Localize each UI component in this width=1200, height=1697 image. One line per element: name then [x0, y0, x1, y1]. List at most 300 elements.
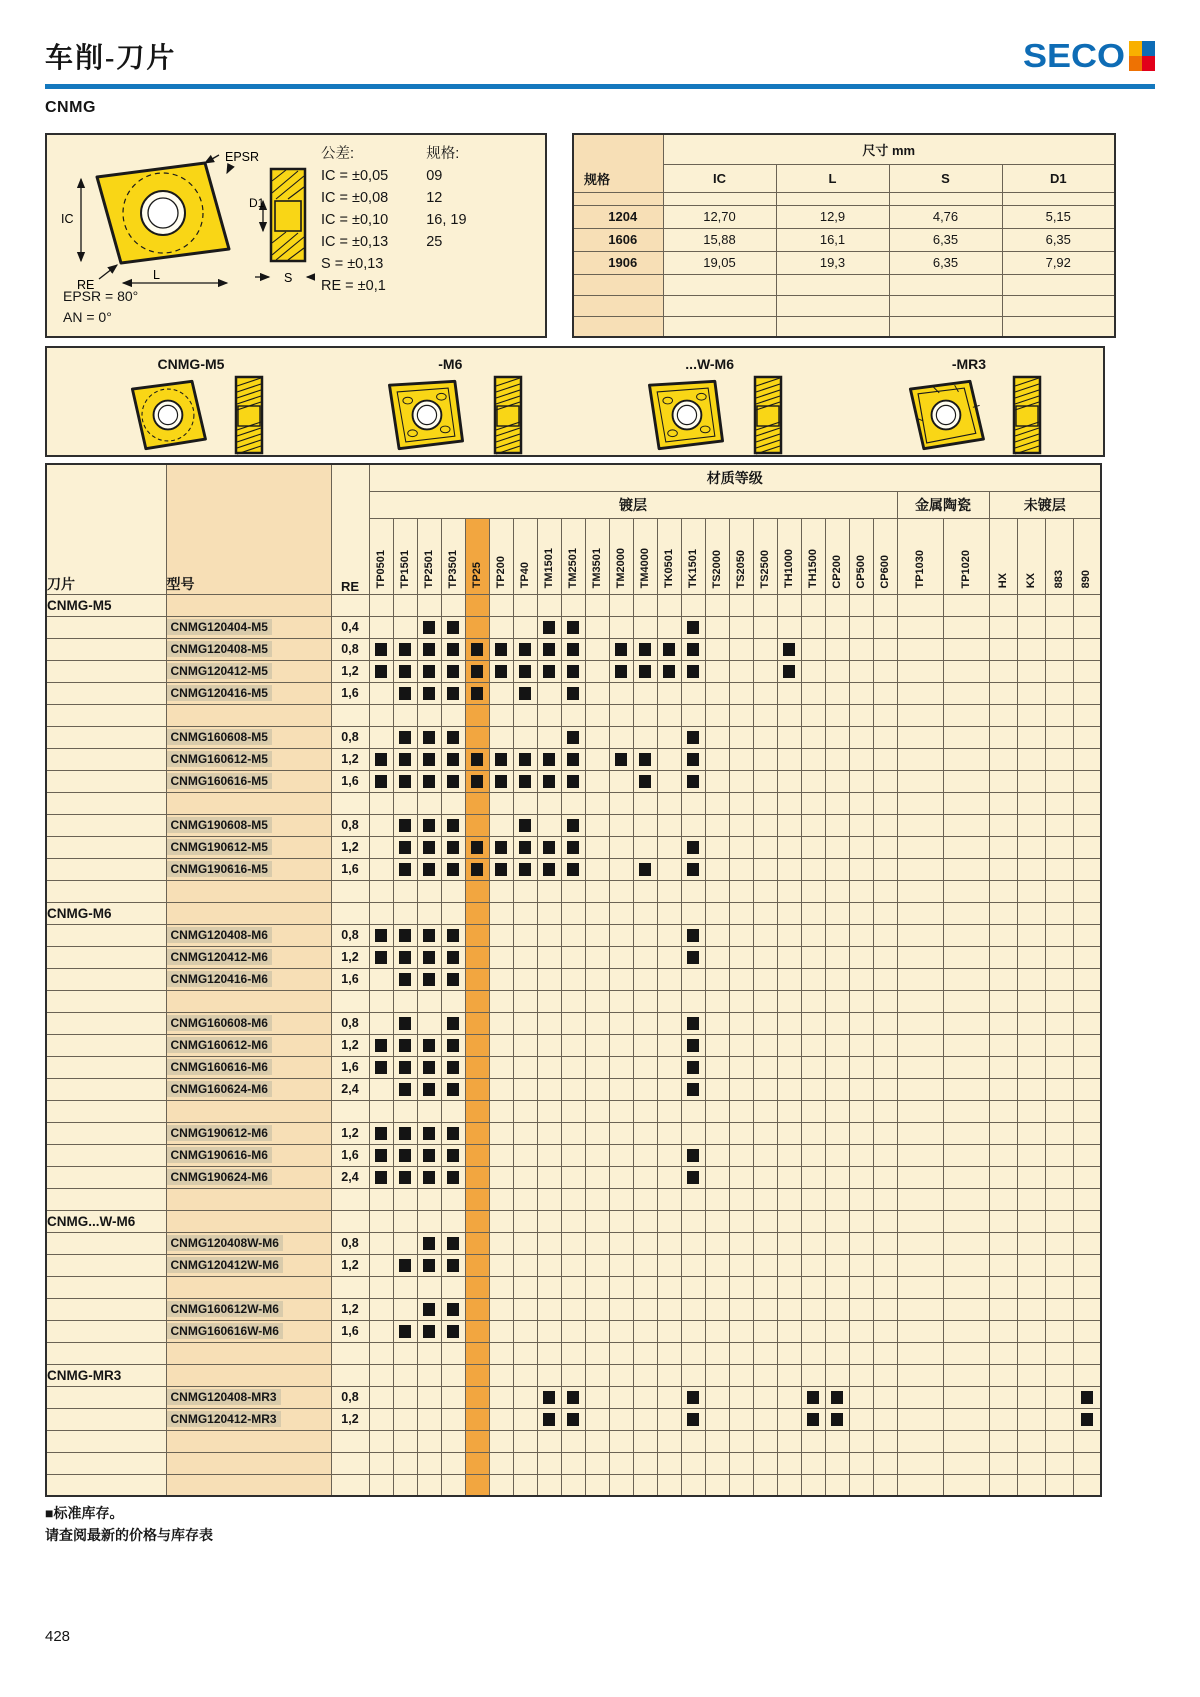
availability-cell	[873, 1188, 897, 1210]
availability-cell	[609, 1276, 633, 1298]
availability-cell	[849, 1298, 873, 1320]
page-number: 428	[45, 1628, 71, 1645]
stock-square-icon	[399, 1039, 411, 1052]
model-cell	[166, 990, 331, 1012]
re-cell: 1,2	[331, 748, 369, 770]
availability-cell	[609, 858, 633, 880]
availability-cell	[729, 946, 753, 968]
availability-cell	[989, 990, 1017, 1012]
blade-cell	[46, 1100, 166, 1122]
availability-cell	[489, 880, 513, 902]
availability-cell	[825, 1364, 849, 1386]
availability-cell	[989, 1298, 1017, 1320]
availability-cell	[989, 594, 1017, 616]
availability-cell	[873, 1298, 897, 1320]
availability-cell	[705, 770, 729, 792]
availability-cell	[1073, 704, 1101, 726]
stock-square-icon	[447, 1259, 459, 1272]
availability-cell	[633, 1254, 657, 1276]
availability-cell	[825, 1188, 849, 1210]
dim-value: 6,35	[889, 228, 1002, 251]
availability-cell	[633, 748, 657, 770]
availability-cell	[753, 594, 777, 616]
availability-cell	[1073, 1474, 1101, 1496]
availability-cell	[753, 1364, 777, 1386]
availability-cell	[513, 616, 537, 638]
availability-cell	[561, 968, 585, 990]
availability-cell	[943, 902, 989, 924]
grade-col-883: 883	[1045, 518, 1073, 594]
availability-cell	[897, 770, 943, 792]
table-row	[46, 1386, 1101, 1408]
availability-cell	[943, 1408, 989, 1430]
availability-cell	[585, 1386, 609, 1408]
availability-cell	[513, 1210, 537, 1232]
availability-cell	[777, 1188, 801, 1210]
availability-cell	[441, 880, 465, 902]
availability-cell	[441, 1012, 465, 1034]
availability-cell	[897, 726, 943, 748]
blade-cell	[46, 1474, 166, 1496]
availability-cell	[801, 660, 825, 682]
stock-square-icon	[687, 753, 699, 766]
blade-cell	[46, 1034, 166, 1056]
availability-cell	[1017, 1188, 1045, 1210]
availability-cell	[849, 1254, 873, 1276]
stock-square-icon	[687, 665, 699, 678]
grade-col-TS2000: TS2000	[705, 518, 729, 594]
angle-epsr: EPSR = 80°	[63, 288, 139, 304]
availability-cell	[441, 682, 465, 704]
re-cell: 1,6	[331, 858, 369, 880]
availability-cell	[369, 968, 393, 990]
availability-cell	[705, 968, 729, 990]
availability-cell	[537, 594, 561, 616]
availability-cell	[561, 880, 585, 902]
availability-cell	[369, 1342, 393, 1364]
re-cell	[331, 1364, 369, 1386]
stock-square-icon	[471, 775, 483, 788]
stock-square-icon	[399, 731, 411, 744]
availability-cell	[1017, 770, 1045, 792]
availability-cell	[989, 902, 1017, 924]
availability-cell	[705, 1298, 729, 1320]
spacer-row	[46, 1276, 1101, 1298]
availability-cell	[1073, 1144, 1101, 1166]
availability-cell	[681, 748, 705, 770]
availability-cell	[417, 1232, 441, 1254]
stock-square-icon	[423, 973, 435, 986]
availability-cell	[705, 814, 729, 836]
availability-cell	[609, 836, 633, 858]
availability-cell	[801, 1298, 825, 1320]
availability-cell	[657, 836, 681, 858]
availability-cell	[417, 1188, 441, 1210]
availability-cell	[417, 902, 441, 924]
availability-cell	[825, 638, 849, 660]
availability-cell	[729, 616, 753, 638]
availability-cell	[825, 1122, 849, 1144]
availability-cell	[393, 1034, 417, 1056]
availability-cell	[657, 594, 681, 616]
availability-cell	[465, 880, 489, 902]
availability-cell	[441, 792, 465, 814]
availability-cell	[561, 1012, 585, 1034]
table-row	[46, 968, 1101, 990]
availability-cell	[585, 924, 609, 946]
availability-cell	[369, 1320, 393, 1342]
availability-cell	[417, 1122, 441, 1144]
dim-value: 12,9	[776, 205, 889, 228]
stock-square-icon	[447, 731, 459, 744]
availability-cell	[825, 1298, 849, 1320]
availability-cell	[729, 968, 753, 990]
availability-cell	[1045, 1122, 1073, 1144]
model-cell: CNMG120412-M6	[166, 946, 331, 968]
availability-cell	[537, 814, 561, 836]
availability-cell	[369, 880, 393, 902]
availability-cell	[801, 902, 825, 924]
table-row	[46, 946, 1101, 968]
seco-logo-text: SECO	[1022, 36, 1125, 75]
availability-cell	[537, 792, 561, 814]
availability-cell	[801, 1188, 825, 1210]
availability-cell	[609, 1078, 633, 1100]
availability-cell	[849, 1408, 873, 1430]
availability-cell	[1045, 1452, 1073, 1474]
blade-cell	[46, 990, 166, 1012]
availability-cell	[825, 1320, 849, 1342]
availability-cell	[1045, 924, 1073, 946]
stock-square-icon	[399, 1149, 411, 1162]
availability-cell	[561, 946, 585, 968]
availability-cell	[1017, 1276, 1045, 1298]
re-cell: 1,2	[331, 946, 369, 968]
blade-cell: CNMG...W-M6	[46, 1210, 166, 1232]
availability-cell	[441, 1474, 465, 1496]
availability-cell	[849, 594, 873, 616]
availability-cell	[369, 704, 393, 726]
availability-cell	[943, 1034, 989, 1056]
availability-cell	[897, 836, 943, 858]
stock-square-icon	[543, 863, 555, 876]
availability-cell	[801, 1078, 825, 1100]
insert-picture-label: -MR3	[951, 356, 987, 372]
label-ic: IC	[61, 212, 74, 226]
model-cell: CNMG160608-M6	[166, 1012, 331, 1034]
availability-cell	[873, 1034, 897, 1056]
availability-cell	[777, 1364, 801, 1386]
availability-cell	[441, 1298, 465, 1320]
availability-cell	[849, 748, 873, 770]
availability-cell	[753, 1034, 777, 1056]
stock-square-icon	[447, 863, 459, 876]
availability-cell	[489, 682, 513, 704]
availability-cell	[681, 1254, 705, 1276]
availability-cell	[777, 616, 801, 638]
availability-cell	[753, 704, 777, 726]
label-l: L	[153, 268, 160, 282]
availability-cell	[777, 770, 801, 792]
availability-cell	[777, 1232, 801, 1254]
availability-cell	[897, 1298, 943, 1320]
availability-cell	[753, 1430, 777, 1452]
size-title: 规格:	[426, 146, 460, 162]
availability-cell	[705, 1078, 729, 1100]
availability-cell	[1017, 836, 1045, 858]
availability-cell	[633, 880, 657, 902]
availability-cell	[943, 638, 989, 660]
availability-cell	[417, 1144, 441, 1166]
availability-cell	[897, 1122, 943, 1144]
availability-cell	[609, 1012, 633, 1034]
availability-cell	[681, 1122, 705, 1144]
availability-cell	[753, 1474, 777, 1496]
stock-square-icon	[423, 1083, 435, 1096]
availability-cell	[489, 1452, 513, 1474]
availability-cell	[873, 1320, 897, 1342]
availability-matrix-container	[45, 463, 1102, 1497]
availability-cell	[489, 1034, 513, 1056]
availability-cell	[729, 660, 753, 682]
availability-cell	[513, 704, 537, 726]
availability-cell	[1045, 594, 1073, 616]
availability-cell	[897, 1232, 943, 1254]
model-cell: CNMG160612-M6	[166, 1034, 331, 1056]
availability-cell	[441, 704, 465, 726]
availability-cell	[777, 638, 801, 660]
grade-col-TM3501: TM3501	[585, 518, 609, 594]
availability-cell	[513, 638, 537, 660]
availability-cell	[753, 1298, 777, 1320]
availability-cell	[417, 1166, 441, 1188]
availability-cell	[825, 946, 849, 968]
re-cell: 1,6	[331, 1056, 369, 1078]
availability-cell	[417, 594, 441, 616]
availability-cell	[513, 1232, 537, 1254]
availability-cell	[943, 1232, 989, 1254]
availability-cell	[777, 1276, 801, 1298]
availability-cell	[801, 1122, 825, 1144]
availability-cell	[633, 616, 657, 638]
availability-cell	[633, 836, 657, 858]
availability-cell	[943, 968, 989, 990]
availability-cell	[465, 1210, 489, 1232]
availability-cell	[681, 682, 705, 704]
availability-cell	[873, 1408, 897, 1430]
availability-cell	[681, 902, 705, 924]
availability-cell	[657, 1012, 681, 1034]
availability-cell	[489, 1298, 513, 1320]
stock-square-icon	[447, 1039, 459, 1052]
blade-cell	[46, 946, 166, 968]
stock-square-icon	[543, 775, 555, 788]
availability-cell	[417, 1100, 441, 1122]
availability-cell	[753, 1276, 777, 1298]
availability-cell	[513, 880, 537, 902]
availability-cell	[777, 902, 801, 924]
availability-cell	[825, 1342, 849, 1364]
blade-cell	[46, 814, 166, 836]
availability-cell	[513, 1408, 537, 1430]
angle-an: AN = 0°	[63, 309, 112, 325]
availability-cell	[441, 902, 465, 924]
availability-cell	[561, 1188, 585, 1210]
blade-cell: CNMG-MR3	[46, 1364, 166, 1386]
availability-cell	[537, 1276, 561, 1298]
availability-cell	[609, 1320, 633, 1342]
availability-cell	[489, 1364, 513, 1386]
availability-cell	[537, 1034, 561, 1056]
dim-size-label: 1906	[573, 251, 663, 274]
availability-cell	[897, 902, 943, 924]
availability-cell	[989, 748, 1017, 770]
stock-square-icon	[375, 643, 387, 656]
availability-cell	[897, 682, 943, 704]
stock-square-icon	[519, 863, 531, 876]
re-cell: 1,2	[331, 1254, 369, 1276]
size-list	[426, 165, 466, 253]
availability-cell	[369, 660, 393, 682]
spacer-row	[46, 880, 1101, 902]
availability-cell	[609, 638, 633, 660]
availability-cell	[441, 770, 465, 792]
availability-cell	[989, 660, 1017, 682]
availability-cell	[849, 990, 873, 1012]
blade-cell	[46, 924, 166, 946]
availability-cell	[465, 1012, 489, 1034]
availability-cell	[705, 1144, 729, 1166]
availability-cell	[393, 858, 417, 880]
availability-cell	[989, 638, 1017, 660]
availability-cell	[801, 1474, 825, 1496]
availability-cell	[393, 1100, 417, 1122]
availability-cell	[513, 968, 537, 990]
availability-cell	[585, 1232, 609, 1254]
availability-cell	[489, 1166, 513, 1188]
availability-cell	[897, 1452, 943, 1474]
availability-cell	[849, 1342, 873, 1364]
availability-cell	[537, 1430, 561, 1452]
dim-row	[573, 205, 1115, 228]
availability-cell	[537, 770, 561, 792]
availability-cell	[1045, 968, 1073, 990]
availability-cell	[801, 880, 825, 902]
availability-cell	[657, 990, 681, 1012]
availability-cell	[465, 902, 489, 924]
availability-cell	[729, 1386, 753, 1408]
availability-cell	[537, 880, 561, 902]
availability-cell	[729, 1298, 753, 1320]
insert-top-view	[895, 374, 995, 456]
availability-cell	[417, 814, 441, 836]
availability-cell	[1073, 1408, 1101, 1430]
availability-cell	[1017, 968, 1045, 990]
availability-cell	[777, 1056, 801, 1078]
availability-cell	[513, 924, 537, 946]
availability-cell	[489, 858, 513, 880]
availability-cell	[777, 1012, 801, 1034]
availability-cell	[1045, 1254, 1073, 1276]
availability-cell	[465, 836, 489, 858]
availability-cell	[801, 594, 825, 616]
re-cell: 1,6	[331, 1320, 369, 1342]
stock-square-icon	[567, 643, 579, 656]
availability-cell	[585, 1210, 609, 1232]
availability-cell	[681, 1034, 705, 1056]
availability-cell	[513, 1012, 537, 1034]
availability-cell	[1073, 660, 1101, 682]
availability-cell	[777, 858, 801, 880]
availability-cell	[537, 924, 561, 946]
availability-cell	[849, 682, 873, 704]
availability-cell	[825, 1100, 849, 1122]
availability-cell	[417, 1254, 441, 1276]
availability-cell	[801, 1276, 825, 1298]
stock-square-icon	[543, 753, 555, 766]
availability-cell	[849, 858, 873, 880]
availability-cell	[849, 1386, 873, 1408]
stock-square-icon	[399, 1017, 411, 1030]
re-cell: 0,8	[331, 1012, 369, 1034]
availability-cell	[561, 748, 585, 770]
availability-cell	[1073, 1188, 1101, 1210]
stock-square-icon	[495, 753, 507, 766]
availability-cell	[633, 1408, 657, 1430]
availability-cell	[489, 1012, 513, 1034]
availability-cell	[1017, 792, 1045, 814]
dim-col-header: S	[889, 164, 1002, 192]
availability-cell	[1045, 726, 1073, 748]
availability-cell	[1045, 770, 1073, 792]
availability-cell	[729, 1276, 753, 1298]
availability-cell	[657, 1408, 681, 1430]
availability-cell	[1017, 1122, 1045, 1144]
stock-square-icon	[399, 775, 411, 788]
availability-cell	[513, 770, 537, 792]
availability-cell	[825, 1034, 849, 1056]
availability-cell	[657, 1122, 681, 1144]
availability-cell	[1073, 1034, 1101, 1056]
availability-cell	[753, 880, 777, 902]
availability-cell	[705, 1100, 729, 1122]
availability-cell	[1045, 1166, 1073, 1188]
stock-square-icon	[639, 665, 651, 678]
model-cell	[166, 880, 331, 902]
availability-cell	[609, 946, 633, 968]
availability-cell	[513, 902, 537, 924]
availability-cell	[657, 682, 681, 704]
table-row	[46, 1144, 1101, 1166]
tolerance-block	[321, 143, 388, 301]
stock-square-icon	[687, 1149, 699, 1162]
availability-cell	[897, 858, 943, 880]
availability-cell	[897, 792, 943, 814]
availability-cell	[801, 1056, 825, 1078]
stock-square-icon	[423, 1171, 435, 1184]
availability-cell	[561, 814, 585, 836]
availability-cell	[825, 1386, 849, 1408]
availability-cell	[897, 1276, 943, 1298]
availability-cell	[1017, 1342, 1045, 1364]
grade-col-TK0501: TK0501	[657, 518, 681, 594]
availability-cell	[897, 1474, 943, 1496]
availability-cell	[369, 990, 393, 1012]
availability-cell	[825, 704, 849, 726]
availability-cell	[1017, 1364, 1045, 1386]
availability-cell	[873, 1452, 897, 1474]
stock-square-icon	[423, 1259, 435, 1272]
